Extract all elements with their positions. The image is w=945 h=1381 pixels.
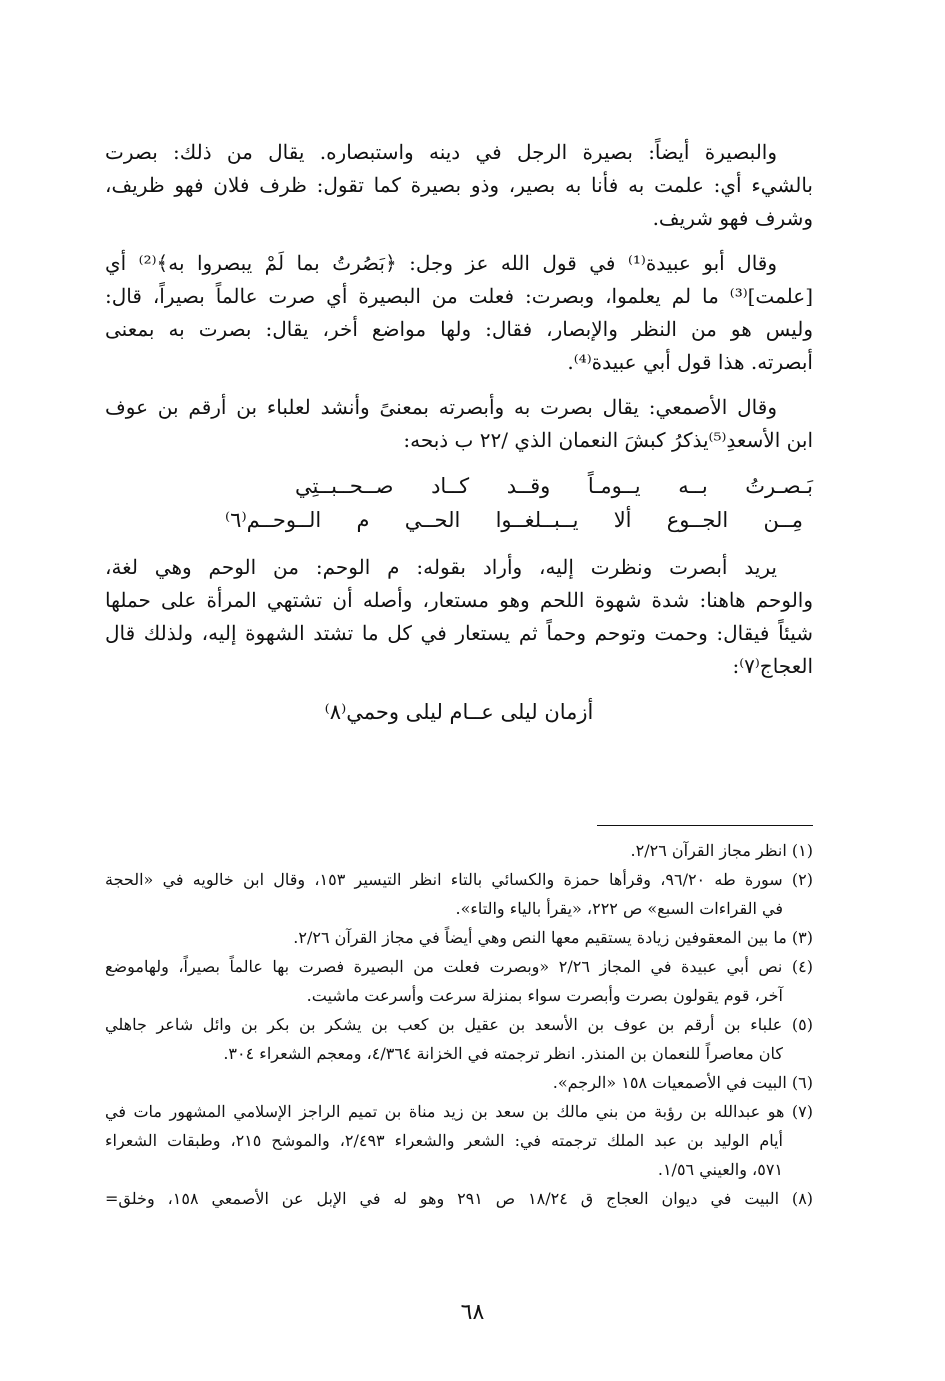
paragraph-3: [105, 391, 813, 457]
footnote-3: [105, 923, 813, 952]
footnote-line: (٦) البيت في الأصمعيات ١٥٨ «الرجم».: [552, 1073, 813, 1092]
text-line: وقال الأصمعي: يقال بصرت به وأبصرته بمعنىً وأنشد لعلباء بن أرقم بن عوف: [105, 395, 777, 419]
footnote-line: آخر، قوم يقولون بصرت وأبصرت سواء بمنزلة سرعت وأسرعت ماشيت.: [306, 986, 783, 1005]
text-line: شيئاً فيقال: وحمت وتوحم وحماً ثم يستعار في كل ما تشتد الشهوة إليه، ولذلك قال: [105, 621, 813, 645]
verse-second-hemistich: مِــن الجــوع ألا يــبــلغــوا الحــي م الــوحــم⁽٦⁾: [225, 508, 803, 532]
footnote-line: كان معاصراً للنعمان بن المنذر. انظر ترجمته في الخزانة ٤/٣٦٤، ومعجم الشعراء ٣٠٤.: [223, 1044, 783, 1063]
quoted-verse: أزمان ليلى عــام ليلى وحمي⁽٨⁾: [324, 700, 594, 724]
text-line: العجاج⁽٧⁾:: [732, 654, 813, 678]
footnote-line: أيام الوليد بن عبد الملك ترجمته في: الشعر والشعراء ٢/٤٩٣، والموشح ٢١٥، وطبقات الشعراء: [105, 1131, 784, 1150]
paragraph-2: [105, 247, 813, 379]
page-number: ٦٨: [460, 1300, 485, 1325]
footnote-line: (٤) نص أبي عبيدة في المجاز ٢/٢٦ «وبصرت فعلت من البصيرة فصرت بها عالماً بصيراً، ولهاموضع: [105, 957, 813, 976]
text-line: بالشيء أي: علمت به فأنا به بصير، وذو بصيرة كما تقول: ظرف فلان فهو ظريف،: [105, 173, 813, 197]
footnote-line: في القراءات السبع» ص ٢٢٢، «يقرأ بالياء والتاء».: [455, 899, 783, 918]
verse-first-hemistich: بَـصـرتُ بــه يــومـاً وقــد كــاد صــحــبــتِي: [295, 474, 813, 498]
text-line: يريد أبصرت ونظرت إليه، وأراد بقوله: م الوحم: من الوحم وهي لغة،: [105, 555, 777, 579]
text-line: أبصرته. هذا قول أبي عبيدة⁽⁴⁾.: [567, 350, 813, 374]
footnote-line: (٥) علباء بن أرقم بن عوف بن الأسعد بن عقيل بن كعب بن يشكر بن بكر بن وائل شاعر جاهلي: [105, 1015, 813, 1034]
footnote-4: [105, 952, 813, 1010]
poetry-verse: [105, 469, 813, 537]
text-line: وشرف فهو شريف.: [652, 206, 813, 230]
footnote-5: [105, 1010, 813, 1068]
footnote-line: (٧) هو عبدالله بن رؤبة من بني مالك بن سعد بن زيد مناة بن تميم الراجز الإسلامي المشهور مات في: [105, 1102, 813, 1121]
footnote-line: (٢) سورة طه ٩٦/٢٠، وقرأها حمزة والكسائي بالتاء انظر التيسير ١٥٣، وقال ابن خالويه في «الحجة: [105, 870, 813, 889]
footnote-1: [105, 836, 813, 865]
text-line: والبصيرة أيضاً: بصيرة الرجل في دينه واستبصاره. يقال من ذلك: بصرت: [105, 140, 778, 164]
footnote-line: (١) انظر مجاز القرآن ٢/٢٦.: [630, 841, 813, 860]
text-line: [علمت]⁽³⁾ ما لم يعلموا، وبصرت: فعلت من البصيرة أي صرت عالماً بصيراً، قال:: [105, 284, 813, 308]
paragraph-4: [105, 551, 813, 683]
footnote-line: ٥٧١، والعيني ١/٥٦.: [657, 1160, 783, 1179]
footnote-2: [105, 865, 813, 923]
main-text: [105, 136, 813, 729]
footnote-separator: [597, 825, 813, 826]
footnote-line: (٨) البيت في ديوان العجاج ق ١٨/٢٤ ص ٢٩١ وهو له في الإبل عن الأصمعي ١٥٨، وخلق=: [105, 1189, 813, 1208]
footnote-8: [105, 1184, 813, 1213]
text-line: والوحم هاهنا: شدة شهوة اللحم وهو مستعار، وأصله أن تشتهي المرأة على حملها: [105, 588, 813, 612]
text-line: وقال أبو عبيدة⁽¹⁾ في قول الله عز وجل: ﴿بَصُرتُ بما لَمْ يبصروا به﴾⁽²⁾ أي: [105, 251, 778, 275]
text-line: وليس هو من النظر والإبصار، فقال: ولها مواضع أخر، يقال: بصرت به بمعنى: [105, 317, 813, 341]
text-line: ابن الأسعدِ⁽⁵⁾يذكرُ كبشَ النعمان الذي /٢٢ ب ذبحه:: [403, 428, 813, 452]
footnote-7: [105, 1097, 813, 1184]
footnotes: [105, 836, 813, 1213]
footnote-6: [105, 1068, 813, 1097]
footnote-line: (٣) ما بين المعقوفين زيادة يستقيم معها النص وهي أيضاً في مجاز القرآن ٢/٢٦.: [293, 928, 813, 947]
paragraph-1: [105, 136, 813, 235]
